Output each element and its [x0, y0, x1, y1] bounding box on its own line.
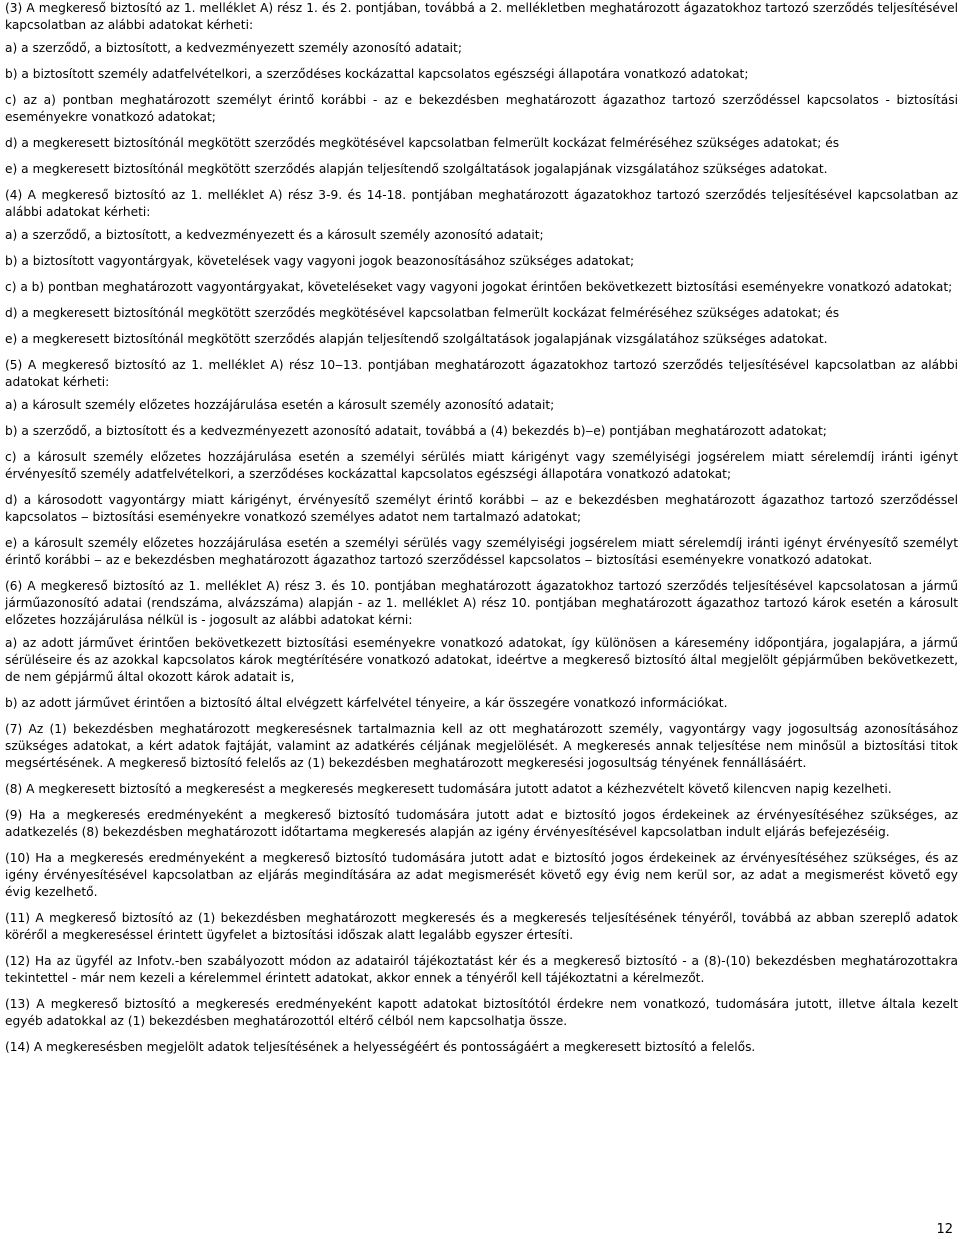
paragraph-4-a: a) a szerződő, a biztosított, a kedvezményezett és a károsult személy azonosító adatait;: [5, 228, 544, 242]
paragraph-14: (14) A megkeresésben megjelölt adatok teljesítésének a helyességéért és pontosságáért a megkeresett biztosító a felelős.: [5, 1040, 756, 1054]
paragraph-4-c: c) a b) pontban meghatározott vagyontárgyakat, követeléseket vagy vagyoni jogokat érintően bekövetkezett biztosítási eseményekre vonatkozó adatokat;: [5, 280, 953, 294]
paragraph-8: (8) A megkeresett biztosító a megkeresést a megkeresés megkeresett tudomására jutott adatot a kézhezvételt követő kilencven napig kezelheti.: [5, 782, 892, 796]
paragraph-10: (10) Ha a megkeresés eredményeként a megkereső biztosító tudomására jutott adat e biztosító jogos érdekeinek az érvényesítéséhez szükséges, és az igény érvényesítésével kapcsolatban az eljárás megindítására az adat megismerését követő egy évig nem kerül sor, az adat a megismerést követő egy évig kezelhető.: [5, 851, 958, 899]
paragraph-6: (6) A megkereső biztosító az 1. melléklet A) rész 3. és 10. pontjában meghatározott ágazatokhoz tartozó szerződés teljesítésével kapcsolatosan a jármű járműazonosító adatai (rendszáma, alvázszáma) alapján - az 1. melléklet A) rész 10. pontjában meghatározott ágazathoz tartozó károk esetén a károsult előzetes hozzájárulása nélkül is - jogosult az alábbi adatokat kérni:: [5, 579, 958, 627]
paragraph-5-d: d) a károsodott vagyontárgy miatt kárigényt, érvényesítő személyt érintő korábbi ‒ az e bekezdésben meghatározott ágazathoz tartozó szerződéssel kapcsolatos ‒ biztosítási eseményekre vonatkozó személyes adatot nem tartalmazó adatokat;: [5, 493, 958, 524]
paragraph-4-b: b) a biztosított vagyontárgyak, követelések vagy vagyoni jogok beazonosításához szükséges adatokat;: [5, 254, 635, 268]
paragraph-5-e: e) a károsult személy előzetes hozzájárulása esetén a személyi sérülés vagy személyiségi jogsérelem miatt sérelemdíj iránti igényt érvényesítő személyt érintő korábbi ‒ az e bekezdésben meghatározott ágazathoz tartozó szerződéssel kapcsolatos ‒ biztosítási eseményekre vonatkozó adatokat.: [5, 536, 958, 567]
paragraph-5-a: a) a károsult személy előzetes hozzájárulása esetén a károsult személy azonosító adatait;: [5, 398, 555, 412]
paragraph-6-b: b) az adott járművet érintően a biztosító által elvégzett kárfelvétel tényeire, a kár összegére vonatkozó információkat.: [5, 696, 728, 710]
paragraph-7: (7) Az (1) bekezdésben meghatározott megkeresésnek tartalmaznia kell az ott meghatározott személy, vagyontárgy vagy jogosultság azonosításához szükséges adatokat, a kért adatok fajtáját, valamint az adatkérés céljának megjelölését. A megkeresés annak teljesítése nem minősül a biztosítási titok megsértésének. A megkereső biztosító felelős az (1) bekezdésben meghatározott megkeresési jogosultság tényének fennállásáért.: [5, 722, 958, 770]
paragraph-12: (12) Ha az ügyfél az Infotv.-ben szabályozott módon az adatairól tájékoztatást kér és a megkereső biztosító - a (8)-(10) bekezdésben meghatározottakra tekintettel - már nem kezeli a kérelemmel érintett adatokat, akkor ennek a tényéről kell tájékoztatni a kérelmezőt.: [5, 954, 958, 985]
paragraph-3-a: a) a szerződő, a biztosított, a kedvezményezett személy azonosító adatait;: [5, 41, 462, 55]
paragraph-5: (5) A megkereső biztosító az 1. melléklet A) rész 10‒13. pontjában meghatározott ágazatokhoz tartozó szerződés teljesítésével kapcsolatban az alábbi adatokat kérheti:: [5, 358, 958, 389]
paragraph-3-c: c) az a) pontban meghatározott személyt érintő korábbi - az e bekezdésben meghatározott ágazathoz tartozó szerződéssel kapcsolatos - biztosítási eseményekre vonatkozó adatokat;: [5, 93, 958, 124]
paragraph-3-e: e) a megkeresett biztosítónál megkötött szerződés alapján teljesítendő szolgáltatások jogalapjának vizsgálatához szükséges adatokat.: [5, 162, 828, 176]
paragraph-5-b: b) a szerződő, a biztosított és a kedvezményezett azonosító adatait, továbbá a (4) bekezdés b)‒e) pontjában meghatározott adatokat;: [5, 424, 827, 438]
paragraph-4-d: d) a megkeresett biztosítónál megkötött szerződés megkötésével kapcsolatban felmerült kockázat felméréséhez szükséges adatokat; és: [5, 306, 840, 320]
paragraph-5-c: c) a károsult személy előzetes hozzájárulása esetén a személyi sérülés miatt kárigényt vagy személyiségi jogsérelem miatt sérelemdíj iránti igényt érvényesítő személy adatfelvételkori, a szerződéses kockázattal kapcsolatos egészségi állapotára vonatkozó adatokat;: [5, 450, 958, 481]
paragraph-3-d: d) a megkeresett biztosítónál megkötött szerződés megkötésével kapcsolatban felmerült kockázat felméréséhez szükséges adatokat; és: [5, 136, 840, 150]
paragraph-6-a: a) az adott járművet érintően bekövetkezett biztosítási eseményekre vonatkozó adatokat, így különösen a káresemény időpontjára, jogalapjára, a jármű sérüléseire és az azokkal kapcsolatos károk megtérítésére vonatkozó adatokat, ideértve a megkereső biztosító által megjelölt gépjárműben bekövetkezett, de nem gépjármű által okozott károk adatait is,: [5, 636, 958, 684]
paragraph-4: (4) A megkereső biztosító az 1. melléklet A) rész 3-9. és 14-18. pontjában meghatározott ágazatokhoz tartozó szerződés teljesítésével kapcsolatban az alábbi adatokat kérheti:: [5, 188, 958, 219]
paragraph-3: (3) A megkereső biztosító az 1. melléklet A) rész 1. és 2. pontjában, továbbá a 2. mellékletben meghatározott ágazatokhoz tartozó szerződés teljesítésével kapcsolatban az alábbi adatokat kérheti:: [5, 1, 958, 32]
paragraph-4-e: e) a megkeresett biztosítónál megkötött szerződés alapján teljesítendő szolgáltatások jogalapjának vizsgálatához szükséges adatokat.: [5, 332, 828, 346]
paragraph-11: (11) A megkereső biztosító az (1) bekezdésben meghatározott megkeresés és a megkeresés teljesítésének tényéről, továbbá az abban szereplő adatok köréről a megkereséssel érintett ügyfelet a biztosítási időszak alatt legalább egyszer értesíti.: [5, 911, 958, 942]
page-number: 12: [936, 1222, 953, 1237]
paragraph-3-b: b) a biztosított személy adatfelvételkori, a szerződéses kockázattal kapcsolatos egészségi állapotára vonatkozó adatokat;: [5, 67, 749, 81]
paragraph-13: (13) A megkereső biztosító a megkeresés eredményeként kapott adatokat biztosítótól érdekre nem vonatkozó, tudomására jutott, illetve általa kezelt egyéb adatokkal az (1) bekezdésben meghatározottól eltérő célból nem kapcsolhatja össze.: [5, 997, 958, 1028]
document-page: [5, 0, 958, 1065]
paragraph-9: (9) Ha a megkeresés eredményeként a megkereső biztosító tudomására jutott adat e biztosító jogos érdekeinek az érvényesítéséhez szükséges, az adatkezelés (8) bekezdésben meghatározott időtartama megkeresés alapján az igény érvényesítésével kapcsolatban indult eljárás befejezéséig.: [5, 808, 958, 839]
